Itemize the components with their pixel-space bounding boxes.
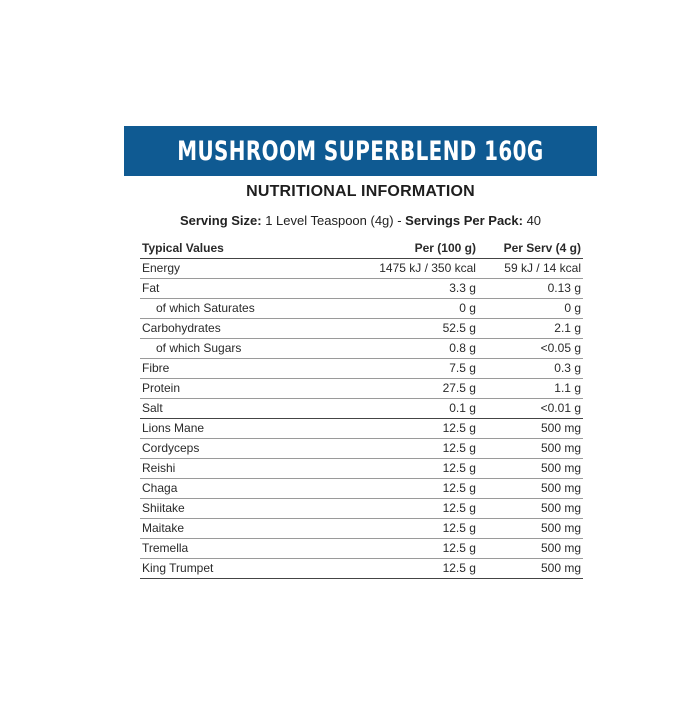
table-row: [140, 379, 583, 399]
row-per-serving: 0 g: [478, 299, 583, 319]
table-row: [140, 299, 583, 319]
row-per-serving: <0.01 g: [478, 399, 583, 419]
row-per-serving: <0.05 g: [478, 339, 583, 359]
nutrition-rows: [140, 259, 583, 579]
serving-size-label: Serving Size:: [179, 213, 262, 228]
row-label: Chaga: [140, 479, 356, 499]
table-row: [140, 279, 583, 299]
serving-size-value: 1 Level Teaspoon (4g) -: [261, 213, 406, 228]
serving-info: [124, 213, 597, 228]
servings-per-pack-value: 40: [522, 213, 542, 228]
header-per-serving: Per Serv (4 g): [478, 239, 583, 259]
row-per-100g: 12.5 g: [356, 499, 478, 519]
row-per-100g: 7.5 g: [356, 359, 478, 379]
table-row: [140, 319, 583, 339]
row-per-serving: 1.1 g: [478, 379, 583, 399]
servings-per-pack-label: Servings Per Pack:: [405, 213, 523, 228]
row-per-100g: 12.5 g: [356, 479, 478, 499]
header-typical-values: Typical Values: [140, 239, 356, 259]
table-row: [140, 499, 583, 519]
row-label: of which Saturates: [140, 299, 356, 319]
table-row: [140, 259, 583, 279]
table-row: [140, 519, 583, 539]
row-label: Reishi: [140, 459, 356, 479]
row-per-100g: 0 g: [356, 299, 478, 319]
table-row: [140, 439, 583, 459]
row-label: of which Sugars: [140, 339, 356, 359]
row-per-100g: 1475 kJ / 350 kcal: [356, 259, 478, 279]
row-per-serving: 0.13 g: [478, 279, 583, 299]
row-per-serving: 59 kJ / 14 kcal: [478, 259, 583, 279]
table-header-row: [140, 239, 583, 259]
row-label: Protein: [140, 379, 356, 399]
row-per-serving: 500 mg: [478, 499, 583, 519]
row-per-serving: 0.3 g: [478, 359, 583, 379]
nutrition-table: [140, 239, 583, 579]
row-per-100g: 12.5 g: [356, 419, 478, 439]
row-per-100g: 27.5 g: [356, 379, 478, 399]
table-row: [140, 359, 583, 379]
row-per-100g: 12.5 g: [356, 559, 478, 579]
row-label: Maitake: [140, 519, 356, 539]
table-row: [140, 539, 583, 559]
row-per-serving: 500 mg: [478, 539, 583, 559]
table-row: [140, 399, 583, 419]
row-label: Energy: [140, 259, 356, 279]
row-label: Shiitake: [140, 499, 356, 519]
row-per-serving: 500 mg: [478, 479, 583, 499]
table-row: [140, 559, 583, 579]
table-row: [140, 339, 583, 359]
row-per-100g: 12.5 g: [356, 459, 478, 479]
table-row: [140, 419, 583, 439]
header-per-100g: Per (100 g): [356, 239, 478, 259]
title-banner: [124, 126, 597, 176]
row-per-100g: 12.5 g: [356, 519, 478, 539]
row-per-serving: 2.1 g: [478, 319, 583, 339]
row-label: Tremella: [140, 539, 356, 559]
row-per-100g: 0.1 g: [356, 399, 478, 419]
row-per-serving: 500 mg: [478, 459, 583, 479]
row-label: Fat: [140, 279, 356, 299]
row-per-100g: 12.5 g: [356, 439, 478, 459]
row-per-serving: 500 mg: [478, 519, 583, 539]
product-title: MUSHROOM SUPERBLEND 160G: [177, 135, 544, 167]
nutrition-heading: NUTRITIONAL INFORMATION: [246, 183, 475, 200]
row-per-serving: 500 mg: [478, 419, 583, 439]
row-label: Lions Mane: [140, 419, 356, 439]
row-per-serving: 500 mg: [478, 559, 583, 579]
table-row: [140, 479, 583, 499]
row-per-serving: 500 mg: [478, 439, 583, 459]
row-label: Carbohydrates: [140, 319, 356, 339]
row-per-100g: 0.8 g: [356, 339, 478, 359]
row-label: Salt: [140, 399, 356, 419]
row-label: King Trumpet: [140, 559, 356, 579]
row-per-100g: 3.3 g: [356, 279, 478, 299]
table-row: [140, 459, 583, 479]
row-per-100g: 52.5 g: [356, 319, 478, 339]
row-label: Fibre: [140, 359, 356, 379]
row-label: Cordyceps: [140, 439, 356, 459]
row-per-100g: 12.5 g: [356, 539, 478, 559]
